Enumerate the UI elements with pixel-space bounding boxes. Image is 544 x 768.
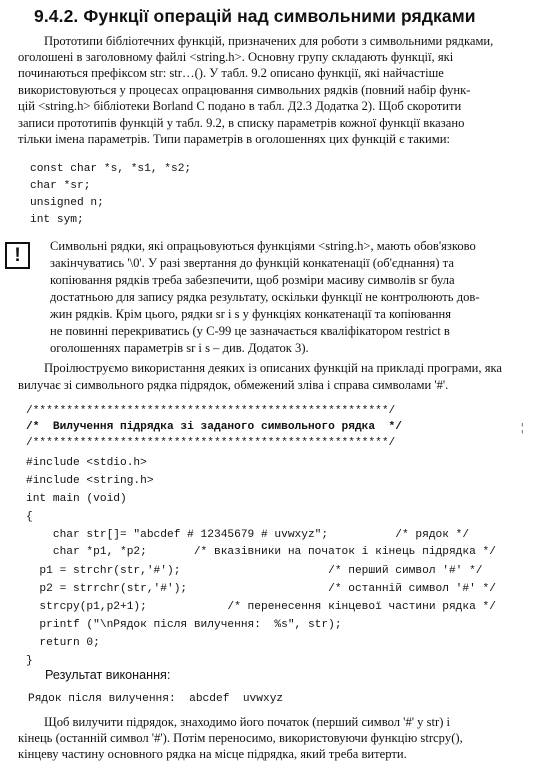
code-line: { — [26, 511, 33, 523]
closing-line: кінцеву частину основного рядка на місце підрядка, який треба витерти. — [18, 747, 407, 761]
code-line: strcpy(p1,p2+1); /* перенесення кінцевої частини рядка */ — [26, 601, 496, 613]
result-heading: Результат виконання: — [45, 668, 171, 682]
code-line: char str[]= "abcdef # 12345679 # uvwxyz"; /* рядок */ — [26, 529, 470, 541]
intro-line: починаються префіксом str: str…(). У табл. 9.2 описано функції, які найчастіше — [18, 66, 444, 80]
example-line: Проілюструємо використання деяких із описаних функцій на прикладі програми, яка — [44, 361, 503, 375]
section-heading: 9.4.2. Функції операцій над символьними рядками — [34, 6, 476, 26]
param-decl: unsigned n; — [30, 197, 104, 209]
code-line: } — [26, 655, 33, 667]
code-line: char *p1, *p2; /* вказівники на початок і кінець підрядка */ — [26, 546, 496, 558]
example-line: вилучає зі символьного рядка підрядок, обмежений зліва і справа символами '#'. — [18, 378, 449, 392]
closing-line: Щоб вилучити підрядок, знаходимо його початок (перший символ '#' у str) і — [44, 715, 451, 729]
code-line: return 0; — [26, 637, 100, 649]
note-line: достатньою для запису рядка результату, оскільки функції не контролюють дов- — [50, 290, 480, 304]
note-line: Символьні рядки, які опрацьовуються функціями <string.h>, мають обов'язково — [50, 239, 476, 253]
code-line: p1 = strchr(str,'#'); /* перший символ '#' */ — [26, 565, 483, 577]
code-line: /*****************************************************/ — [26, 405, 396, 417]
param-decl: const char *s, *s1, *s2; — [30, 163, 192, 175]
param-decl: int sym; — [30, 214, 84, 226]
note-line: копіювання рядків треба забезпечити, щоб розміри масиву символів sr була — [50, 273, 455, 287]
note-line: не повинні перекриватись (у C-99 це зазначається кваліфікатором restrict в — [50, 324, 450, 338]
warning-icon: ! — [5, 242, 30, 269]
code-line: p2 = strrchr(str,'#'); /* останній символ '#' */ — [26, 583, 496, 595]
code-line: int main (void) — [26, 493, 127, 505]
intro-line: тільки імена параметрів. Типи параметрів в оголошеннях цих функцій є такими: — [18, 132, 450, 146]
code-line: #include <stdio.h> — [26, 457, 147, 469]
note-line: жин рядків. Крім цього, рядки sr і s у функціях конкатенації та копіювання — [50, 307, 452, 321]
closing-line: кінець (останній символ '#'). Потім переносимо, використовуючи функцію strcpy(), — [18, 731, 463, 745]
code-line: #include <string.h> — [26, 475, 154, 487]
result-output: Рядок після вилучення: abcdef uvwxyz — [28, 693, 284, 705]
code-line: /*****************************************************/ — [26, 437, 396, 449]
param-decl: char *sr; — [30, 180, 91, 192]
note-line: оголошеннях параметрів sr і s – див. Додаток 3). — [50, 341, 309, 355]
intro-line: записи прототипів функцій у табл. 9.2, в списку параметрів кожної функції вказано — [18, 116, 465, 130]
intro-line: використовуються у процесах опрацювання символьних рядків (повний набір функ- — [18, 83, 471, 97]
intro-line: оголошені в заголовному файлі <string.h>. Основну групу складають функції, які — [18, 50, 454, 64]
note-line: закінчуватись '\0'. У разі звертання до функцій конкатенації (об'єднання) та — [50, 256, 454, 270]
intro-line: Прототипи бібліотечних функцій, призначених для роботи з символьними рядками, — [44, 34, 494, 48]
code-line: printf ("\nРядок після вилучення: %s", str); — [26, 619, 342, 631]
intro-line: цій <string.h> бібліотеки Borland C подано в табл. Д2.3 Додатка 2). Щоб скоротити — [18, 99, 462, 113]
code-line: /* Вилучення підрядка зі заданого символьного рядка */ — [26, 421, 402, 433]
text-cursor-mark: ¦ — [521, 420, 524, 434]
